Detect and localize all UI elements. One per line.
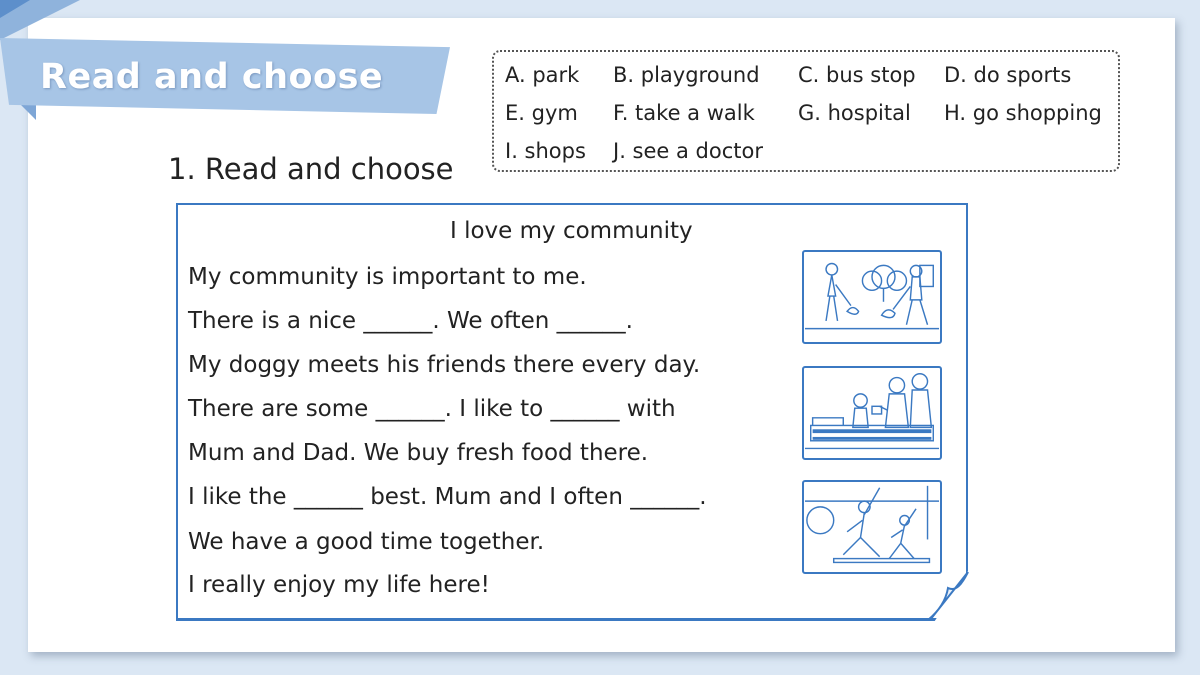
story-line-1: My community is important to me.: [188, 264, 587, 290]
option-f: F. take a walk: [613, 101, 755, 125]
story-line-7: We have a good time together.: [188, 529, 545, 555]
gym-exercise-picture: [802, 480, 942, 574]
option-e: E. gym: [505, 101, 578, 125]
corner-decoration-dark: [0, 0, 30, 18]
option-a: A. park: [505, 63, 580, 87]
story-title: I love my community: [450, 218, 693, 244]
option-g: G. hospital: [798, 101, 911, 125]
option-h: H. go shopping: [944, 101, 1102, 125]
option-j: J. see a doctor: [613, 139, 763, 163]
option-d: D. do sports: [944, 63, 1072, 87]
park-walk-icon: [804, 252, 940, 342]
option-c: C. bus stop: [798, 63, 916, 87]
market-shopping-icon: [804, 368, 940, 458]
gym-exercise-icon: [804, 482, 940, 572]
story-line-8: I really enjoy my life here!: [188, 572, 490, 598]
banner-title: Read and choose: [40, 57, 384, 97]
story-line-6: I like the ______ best. Mum and I often ______.: [188, 484, 707, 510]
story-line-3: My doggy meets his friends there every day.: [188, 352, 701, 378]
story-line-2: There is a nice ______. We often ______.: [188, 308, 633, 334]
section-heading: 1. Read and choose: [168, 152, 454, 186]
option-i: I. shops: [505, 139, 586, 163]
story-line-5: Mum and Dad. We buy fresh food there.: [188, 440, 649, 466]
story-line-4: There are some ______. I like to ______ with: [188, 396, 676, 422]
park-walk-picture: [802, 250, 942, 344]
market-shopping-picture: [802, 366, 942, 460]
option-b: B. playground: [613, 63, 760, 87]
page-curl-icon: [926, 570, 970, 622]
